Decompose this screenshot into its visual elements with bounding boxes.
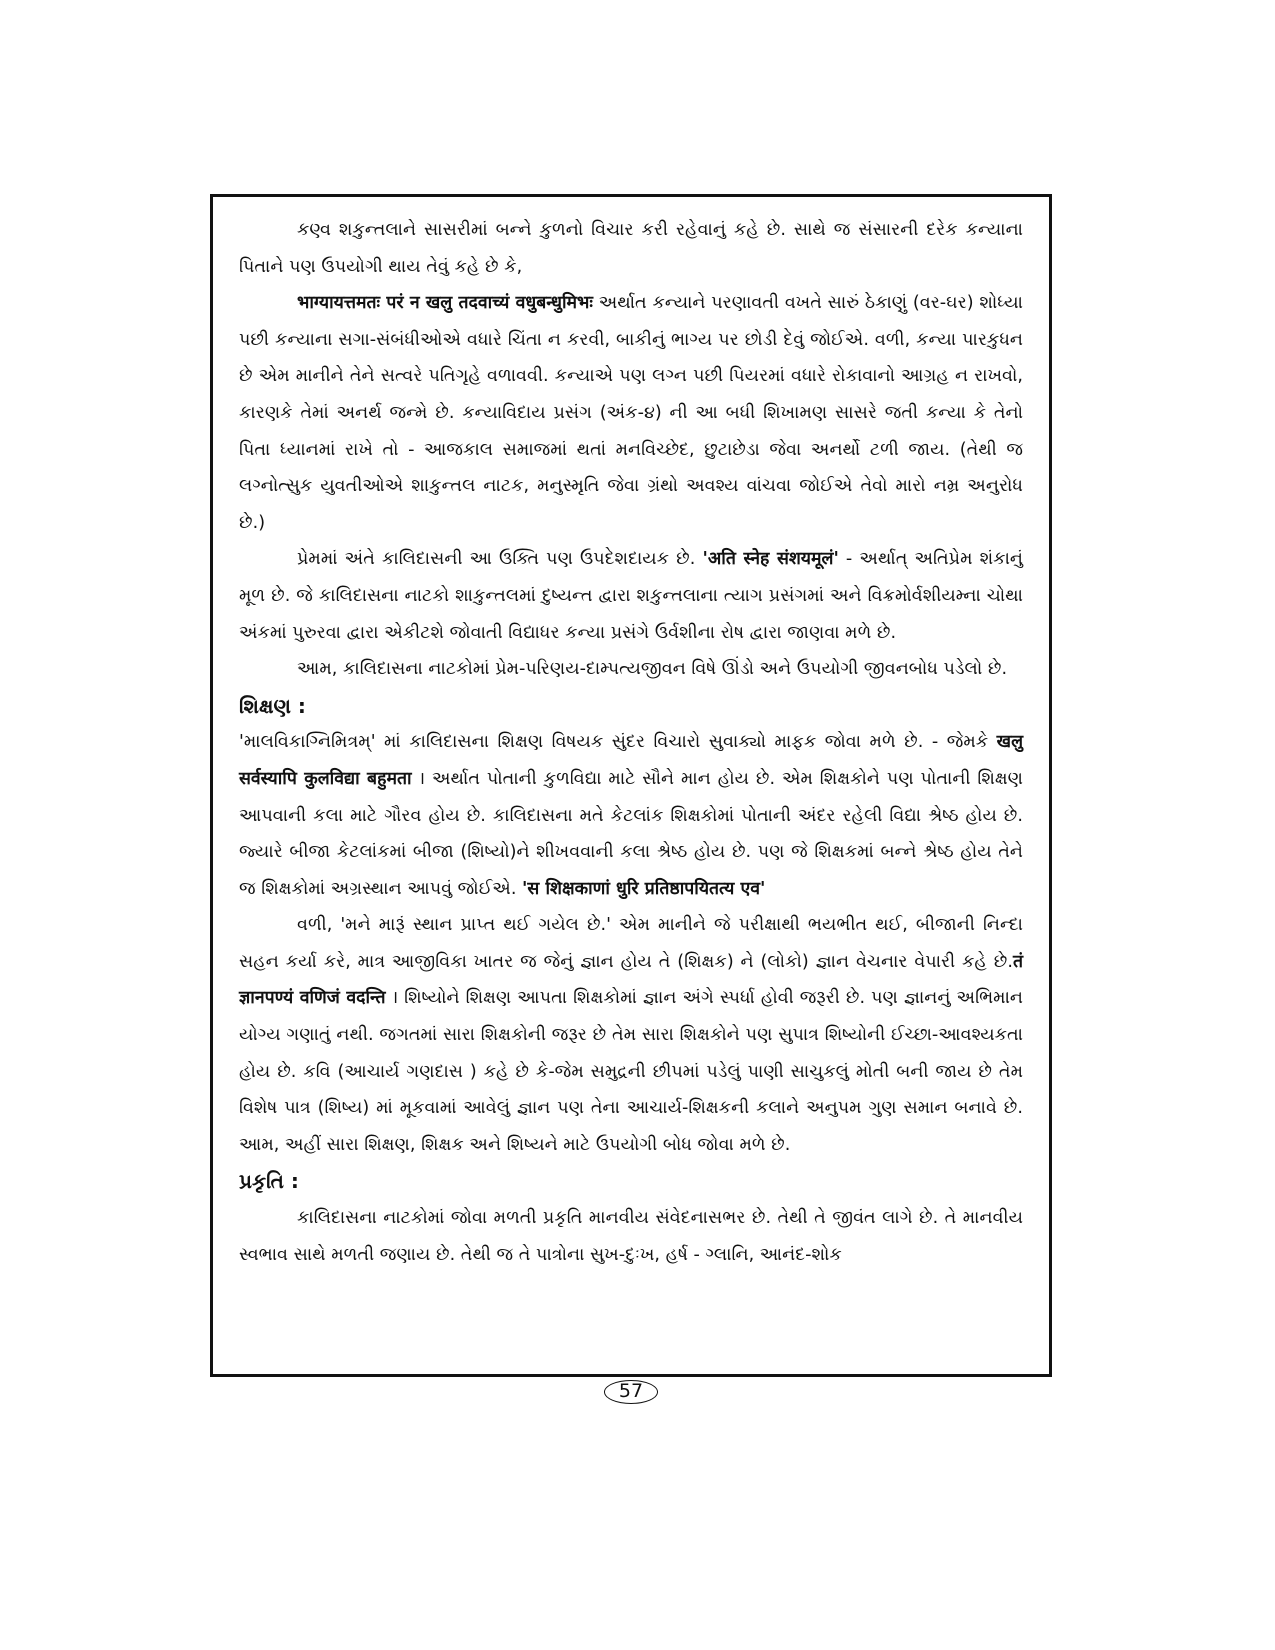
paragraph-6-text: । શિષ્યોને શિક્ષણ આપતા શિક્ષકોમાં જ્ઞાન અંગે સ્પર્ધા હોવી જરૂરી છે. પણ જ્ઞાનનું અભિમાન યોગ્ય ગણાતું નથી. જગતમાં સારા શિક્ષકોની જરૂર છે તેમ સારા શિક્ષકોને પણ સુપાત્ર શિષ્યોની ઈચ્છા-આવશ્યકતા હોય છે. કવિ (આચાર્ય ગણદાસ ) કહે છે કે-જેમ સમુદ્રની છીપમાં પડેલું પાણી સાચુકલું મોતી બની જાય છે તેમ વિશેષ પાત્ર (શિષ્ય) માં મૂકવામાં આવેલું જ્ઞાન પણ તેના આચાર્ય-શિક્ષકની કલાને અનુપમ ગુણ સમાન બનાવે છે. આમ, અહીં સારા શિક્ષણ, શિક્ષક અને શિષ્યને માટે ઉપયોગી બોધ જોવા મળે છે. [239, 988, 1023, 1155]
sanskrit-quote: 'स शिक्षकाणां धुरि प्रतिष्ठापयितत्य एव' [522, 878, 766, 899]
paragraph-2 [239, 285, 1023, 541]
page-frame [210, 194, 1052, 1377]
paragraph-7 [239, 1200, 1023, 1273]
sanskrit-quote: 'अति स्नेह संशयमूलं' [702, 549, 839, 570]
sanskrit-quote: तं ज्ञानपण्यं वणिजं वदन्ति [239, 951, 1023, 1009]
paragraph-4-text: આમ, કાલિદાસના નાટકોમાં પ્રેમ-પરિણય-દામ્પત્યજીવન વિષે ઊંડો અને ઉપયોગી જીવનબોધ પડેલો છે. [297, 659, 1008, 680]
paragraph-1 [239, 212, 1023, 285]
paragraph-6-lead: વળી, 'મને મારૂં સ્થાન પ્રાપ્ત થઈ ગયેલ છે.' એમ માનીને જે પરીક્ષાથી ભયભીત થઈ, બીજાની નિન્દા સહન કર્યા કરે, માત્ર આજીવિકા ખાતર જ જેનું જ્ઞાન હોય તે (શિક્ષક) ને (લોકો) જ્ઞાન વેચનાર વેપારી કહે છે. [239, 915, 1023, 972]
paragraph-5-lead: 'માલવિકાગ્નિમિત્રમ્' માં કાલિદાસના શિક્ષણ વિષયક સુંદર વિચારો સુવાક્યો માફક જોવા મળે છે. - જેમકે [239, 732, 997, 753]
paragraph-5 [239, 724, 1023, 907]
paragraph-4 [239, 651, 1023, 688]
paragraph-7-text: કાલિદાસના નાટકોમાં જોવા મળતી પ્રકૃતિ માનવીય સંવેદનાસભર છે. તેથી તે જીવંત લાગે છે. તે માનવીય સ્વભાવ સાથે મળતી જણાય છે. તેથી જ તે પાત્રોના સુખ-દુઃખ, હર્ષ - ગ્લાનિ, આનંદ-શોક [239, 1208, 1023, 1265]
paragraph-6 [239, 907, 1023, 1163]
sanskrit-quote: खलु सर्वस्यापि कुलविद्या बहुमता [239, 732, 1023, 789]
paragraph-5-text: । અર્થાત પોતાની કુળવિદ્યા માટે સૌને માન હોય છે. એમ શિક્ષકોને પણ પોતાની શિક્ષણ આપવાની કલા માટે ગૌરવ હોય છે. કાલિદાસના મતે કેટલાંક શિક્ષકોમાં પોતાની અંદર રહેલી વિદ્યા શ્રેષ્ઠ હોય છે. જ્યારે બીજા કેટલાંકમાં બીજા (શિષ્યો)ને શીખવવાની કલા શ્રેષ્ઠ હોય છે. પણ જે શિક્ષકમાં બન્ને શ્રેષ્ઠ હોય તેને જ શિક્ષકોમાં અગ્રસ્થાન આપવું જોઈએ. [239, 768, 1023, 899]
paragraph-3 [239, 541, 1023, 651]
section-heading-education: શિક્ષણ : [239, 693, 306, 718]
paragraph-3-text: - અર્થાત્ અતિપ્રેમ શંકાનું મૂળ છે. જે કાલિદાસના નાટકો શાકુન્તલમાં દુષ્યન્ત દ્વારા શકુન્તલાના ત્યાગ પ્રસંગમાં અને વિક્રમોર્વશીયમ્ના ચોથા અંકમાં પુરુરવા દ્વારા એકીટશે જોવાતી વિદ્યાધર કન્યા પ્રસંગે ઉર્વશીના રોષ દ્વારા જાણવા મળે છે. [239, 549, 1023, 643]
sanskrit-quote: भाग्यायत्तमतः परं न खलु तदवाच्यं वधुबन्धुमिभः [297, 293, 593, 314]
section-heading-nature: પ્રકૃતિ : [239, 1169, 299, 1194]
paragraph-2-text: અર્થાત કન્યાને પરણાવતી વખતે સારું ઠેકાણું (વર-ઘર) શોધ્યા પછી કન્યાના સગા-સંબંધીઓએ વધારે ચિંતા ન કરવી, બાકીનું ભાગ્ય પર છોડી દેવું જોઈએ. વળી, કન્યા પારકુધન છે એમ માનીને તેને સત્વરે પતિગૃહે વળાવવી. કન્યાએ પણ લગ્ન પછી પિયરમાં વધારે રોકાવાનો આગ્રહ ન રાખવો, કારણકે તેમાં અનર્થ જન્મે છે. કન્યાવિદાય પ્રસંગ (અંક-૪) ની આ બધી શિખામણ સાસરે જતી કન્યા કે તેનો પિતા ધ્યાનમાં રાખે તો - આજકાલ સમાજમાં થતાં મનવિચ્છેદ, છુટાછેડા જેવા અનર્થો ટળી જાય. (તેથી જ લગ્નોત્સુક યુવતીઓએ શાકુન્તલ નાટક, મનુસ્મૃતિ જેવા ગ્રંથો અવશ્ય વાંચવા જોઈએ તેવો મારો નમ્ર અનુરોધ છે.) [239, 293, 1023, 533]
page-number: 57 [604, 1380, 658, 1404]
paragraph-3-lead: પ્રેમમાં અંતે કાલિદાસની આ ઉક્તિ પણ ઉપદેશદાયક છે. [297, 549, 703, 570]
paragraph-1-text: કણ્વ શકુન્તલાને સાસરીમાં બન્ને કુળનો વિચાર કરી રહેવાનું કહે છે. સાથે જ સંસારની દરેક કન્યાના પિતાને પણ ઉપયોગી થાય તેવું કહે છે કે, [239, 220, 1023, 277]
